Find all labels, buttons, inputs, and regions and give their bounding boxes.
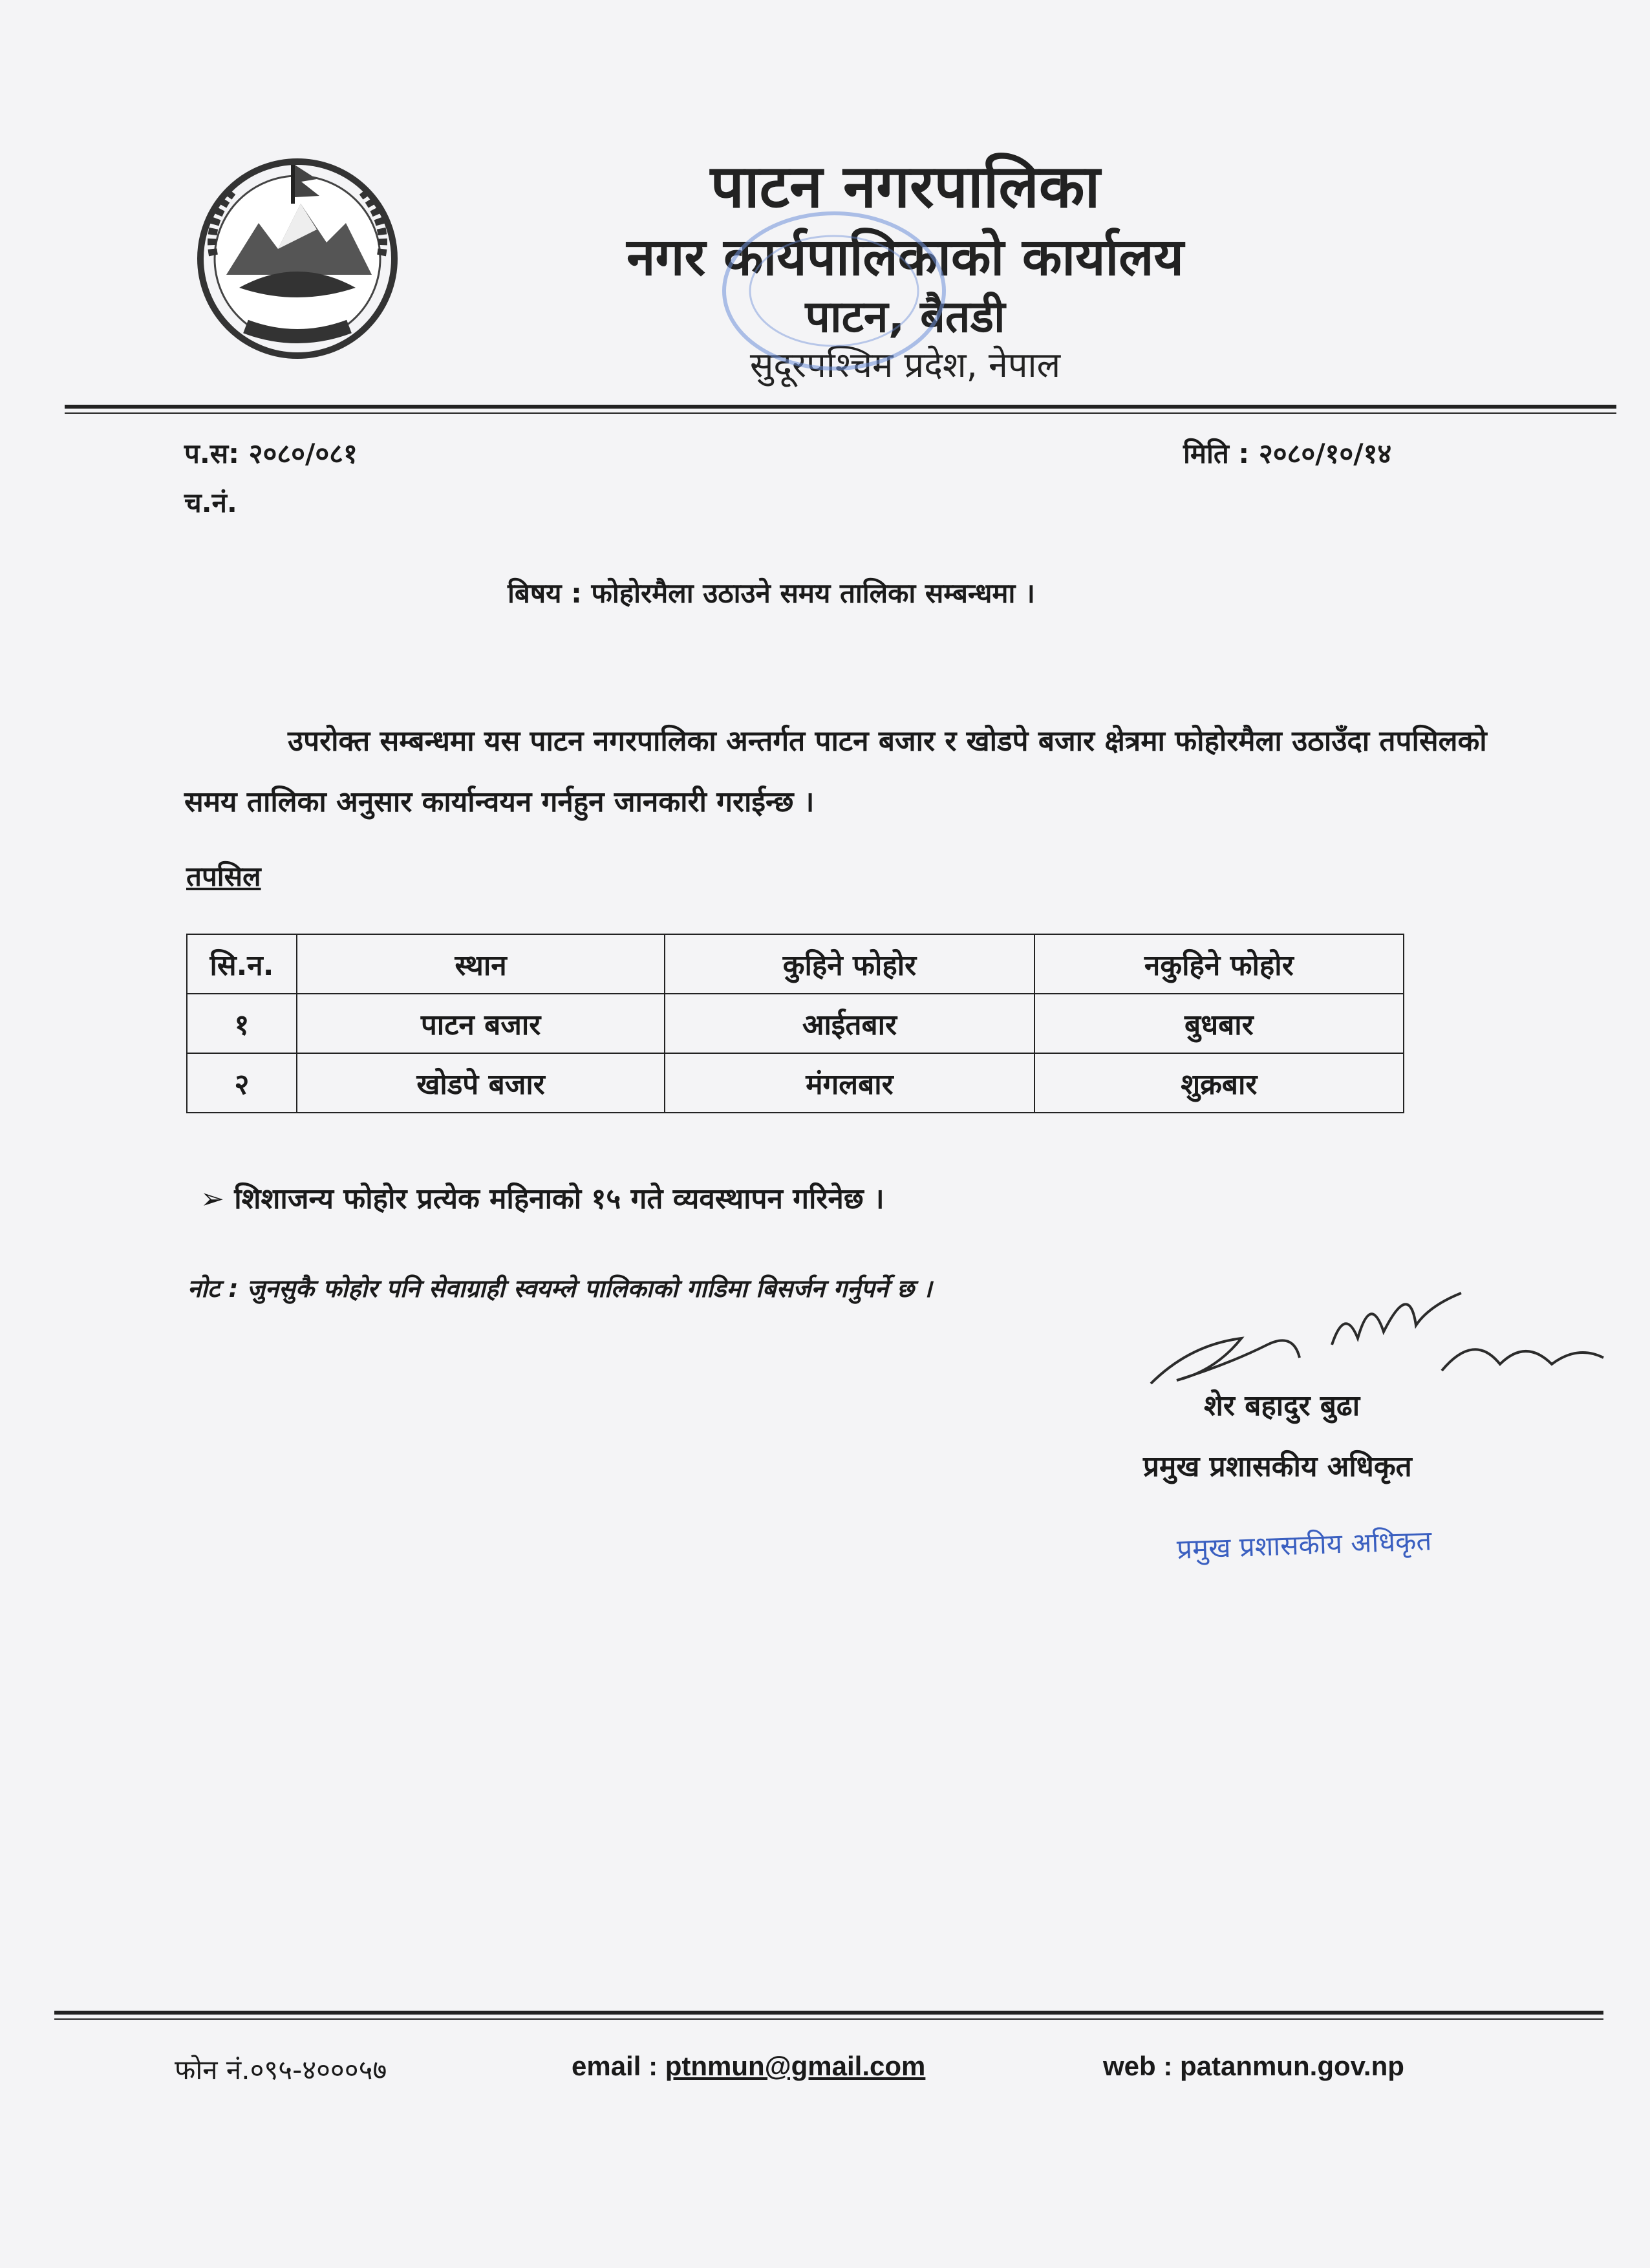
cell-degradable-day: मंगलबार bbox=[665, 1053, 1034, 1113]
arrow-bullet-icon: ➢ bbox=[200, 1182, 235, 1215]
table-header-row bbox=[187, 934, 1404, 994]
header-location: स्थान bbox=[297, 934, 665, 994]
footer-rule bbox=[54, 2011, 1603, 2015]
municipality-name: पाटन नगरपालिका bbox=[710, 152, 1100, 221]
glass-waste-notice: ➢ शिशाजन्य फोहोर प्रत्येक महिनाको १५ गते व्यवस्थापन गरिनेछ । bbox=[200, 1182, 884, 1215]
signatory-name: शेर बहादुर बुढा bbox=[1204, 1389, 1360, 1422]
table-row bbox=[187, 994, 1404, 1053]
header-degradable: कुहिने फोहोर bbox=[665, 934, 1034, 994]
cell-non-degradable-day: शुक्रबार bbox=[1034, 1053, 1404, 1113]
designation-stamp: प्रमुख प्रशासकीय अधिकृत bbox=[1176, 1524, 1433, 1565]
nepal-emblem-icon bbox=[188, 145, 407, 365]
province-country: सुदूरपश्चिम प्रदेश, नेपाल bbox=[749, 345, 1061, 385]
letter-subject: बिषय : फोहोरमैला उठाउने समय तालिका सम्बन्धमा । bbox=[508, 577, 1035, 609]
cell-degradable-day: आईतबार bbox=[665, 994, 1034, 1053]
footer-email bbox=[572, 2051, 925, 2082]
collection-schedule-table bbox=[186, 934, 1404, 1113]
cell-non-degradable-day: बुधबार bbox=[1034, 994, 1404, 1053]
signatory-title: प्रमुख प्रशासकीय अधिकृत bbox=[1143, 1450, 1412, 1483]
email-link[interactable]: ptnmun@gmail.com bbox=[665, 2051, 926, 2081]
header-non-degradable: नकुहिने फोहोर bbox=[1034, 934, 1404, 994]
cell-location: पाटन बजार bbox=[297, 994, 665, 1053]
reference-number: प.स: २०८०/०८१ bbox=[184, 438, 358, 469]
dispatch-number: च.नं. bbox=[184, 487, 237, 519]
disposal-note: नोट : जुनसुकै फोहोर पनि सेवाग्राही स्वयम्ले पालिकाको गाडिमा बिसर्जन गर्नुपर्ने छ । bbox=[188, 1274, 932, 1303]
footer-rule-thin bbox=[54, 2018, 1603, 2020]
office-location: पाटन, बैतडी bbox=[805, 292, 1005, 343]
email-label: email : bbox=[572, 2051, 665, 2081]
letter-date: मिति : २०८०/१०/१४ bbox=[1183, 438, 1392, 469]
schedule-heading: तपसिल bbox=[186, 861, 261, 892]
cell-location: खोडपे बजार bbox=[297, 1053, 665, 1113]
letter-body: उपरोक्त सम्बन्धमा यस पाटन नगरपालिका अन्तर्गत पाटन बजार र खोडपे बजार क्षेत्रमा फोहोरमैला उठाउँदा तपसिलको समय तालिका अनुसार कार्यान्वयन गर्नहुन जानकारी गराईन्छ । bbox=[184, 725, 1487, 818]
office-name: नगर कार्यपालिकाको कार्यालय bbox=[627, 227, 1184, 287]
cell-serial: १ bbox=[187, 994, 297, 1053]
header-rule-thin bbox=[65, 412, 1616, 414]
footer-web[interactable]: web : patanmun.gov.np bbox=[1103, 2051, 1404, 2081]
office-stamp-icon bbox=[698, 194, 970, 388]
header-serial: सि.न. bbox=[187, 934, 297, 994]
cell-serial: २ bbox=[187, 1053, 297, 1113]
footer-phone: फोन नं.०९५-४०००५७ bbox=[175, 2054, 387, 2086]
header-rule bbox=[65, 405, 1616, 409]
table-row bbox=[187, 1053, 1404, 1113]
